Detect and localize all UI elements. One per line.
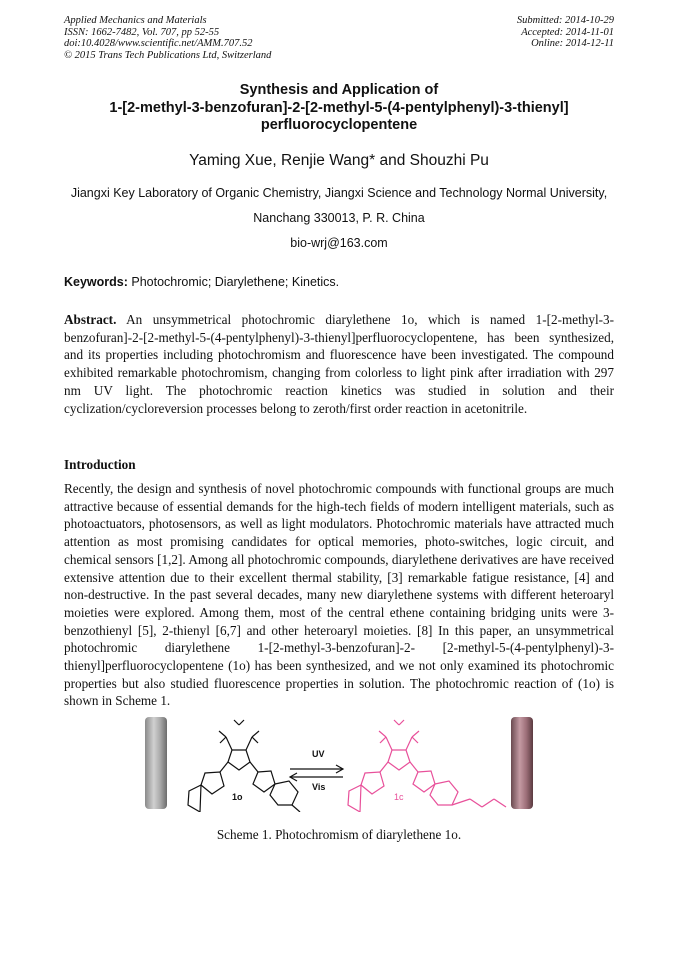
reaction-scheme-svg: [0, 717, 678, 812]
authors: Yaming Xue, Renjie Wang* and Shouzhi Pu: [189, 152, 489, 169]
abstract: [64, 311, 614, 417]
title-line-1: Synthesis and Application of: [239, 82, 439, 98]
abstract-text: An unsymmetrical photochromic diarylethene 1o, which is named 1-[2-methyl-3-benzofuran]-2-[2-methyl-5-(4-pentylphenyl)-3-thienyl]perfluorocyclopentene, has been synthesized, and its properties including photochromism and fluorescence have been investigated. The compound exhibited remarkable photochromism, changing from colorless to light pink after irradiation with 297 nm UV light. The photochromic reaction kinetics was studied in solution and their cyclization/cycloreversion processes belong to zeroth/first order reaction in acetonitrile.: [64, 312, 614, 416]
introduction-heading: Introduction: [64, 457, 136, 472]
label-1c: 1c: [394, 792, 404, 802]
paper-title: [40, 82, 638, 135]
introduction-text: Recently, the design and synthesis of novel photochromic compounds with functional groups are much attractive because of essential demands for the high-tech fields of modern intelligent materials, such as photoactuators, photosensors, as well as light modulators. Photochromic materials have attracted much attention as most promising candidates for optical memories, photo-switches, logic circuit, and chemical sensors [1,2]. Among all photochromic compounds, diarylethene derivatives are have received extensive attention due to their excellent thermal stability, [3] remarkable fatigue resistance, [4] and non-destructive. In the past several decades, many new diarylethene systems with different heteroaryl moieties were explored. Among them, most of the central ethene containing bridging units were 3-benzothienyl [5], 2-thienyl [6,7] and other heteroaryl moieties. [8] In this paper, an unsymmetrical photochromic diarylethene 1-[2-methyl-3-benzofuran]-2- [2-methyl-5-(4-pentylphenyl)-3-thienyl]perfluorocyclopentene (1o) has been synthesized, and we not only examined its photochromic properties but also studied fluorescence properties in solution. The photochromic reaction of (1o) is shown in Scheme 1.: [64, 481, 614, 709]
title-line-2: 1-[2-methyl-3-benzofuran]-2-[2-methyl-5-(4-pentylphenyl)-3-thienyl]: [109, 99, 569, 116]
abstract-label: Abstract.: [64, 312, 117, 327]
date-info: [517, 15, 614, 50]
email: bio-wrj@163.com: [290, 236, 388, 250]
online-date: Online: 2014-12-11: [531, 38, 614, 49]
journal-name: Applied Mechanics and Materials: [64, 15, 207, 26]
scheme-caption: Scheme 1. Photochromism of diarylethene 1o.: [216, 827, 462, 842]
arrow-label-uv: UV: [312, 749, 325, 759]
affiliation-line-2: Nanchang 330013, P. R. China: [253, 211, 425, 225]
equilibrium-arrows: [290, 765, 343, 781]
submitted-date: Submitted: 2014-10-29: [516, 15, 614, 26]
keywords-label: Keywords:: [64, 275, 128, 289]
label-1o: 1o: [232, 792, 243, 802]
issn-line: ISSN: 1662-7482, Vol. 707, pp 52-55: [64, 26, 220, 38]
keywords: [64, 275, 339, 289]
scheme-1-figure: [0, 717, 678, 812]
journal-info: [64, 15, 271, 61]
open-form-structure: [188, 720, 300, 812]
title-line-3: perfluorocyclopentene: [260, 117, 418, 133]
copyright-line: © 2015 Trans Tech Publications Ltd, Switzerland: [64, 49, 272, 61]
accepted-date: Accepted: 2014-11-01: [521, 26, 614, 38]
arrow-label-vis: Vis: [312, 782, 326, 792]
doi-line: doi:10.4028/www.scientific.net/AMM.707.52: [64, 38, 253, 49]
closed-form-structure: [348, 720, 506, 812]
affiliation-line-1: Jiangxi Key Laboratory of Organic Chemistry, Jiangxi Science and Technology Normal University,: [70, 186, 608, 200]
keywords-text: Photochromic; Diarylethene; Kinetics.: [131, 275, 340, 289]
